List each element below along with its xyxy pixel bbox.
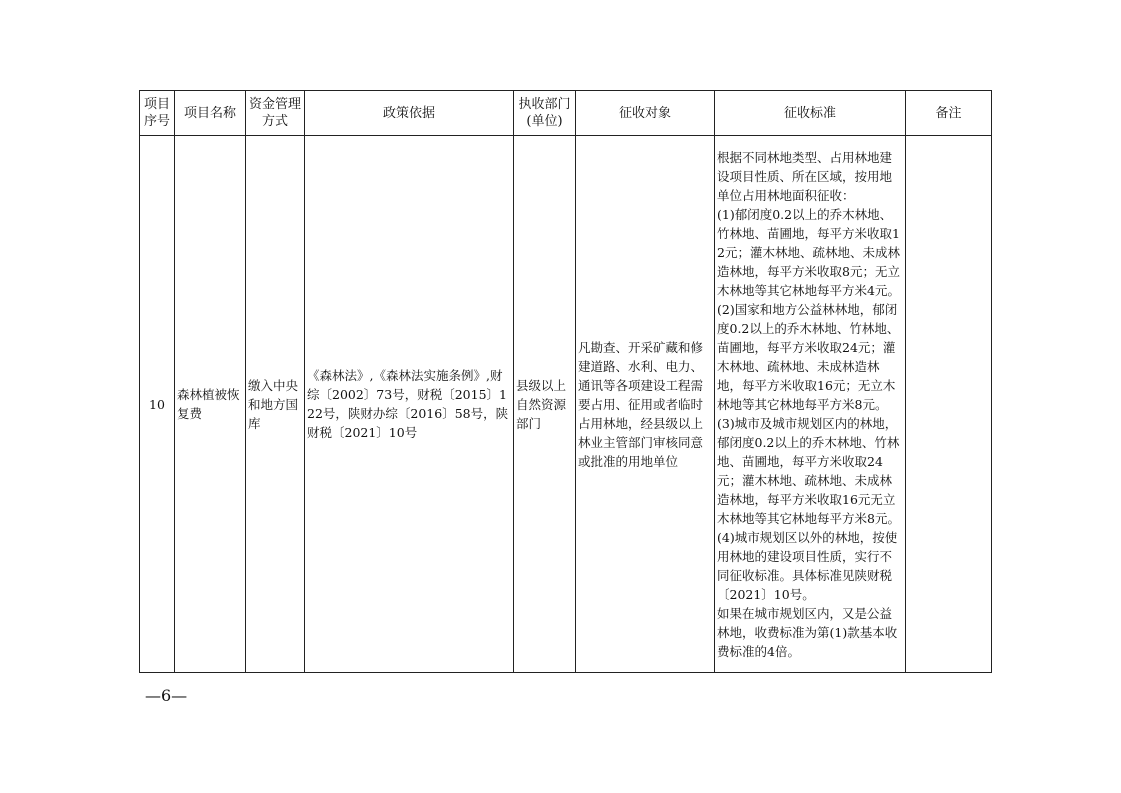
- fee-table: [139, 90, 992, 673]
- header-remark: 备注: [906, 91, 992, 136]
- header-standard: 征收标准: [715, 91, 906, 136]
- header-fund-mgmt: 资金管理方式: [246, 91, 305, 136]
- standard-item-4: (4)城市规划区以外的林地，按使用林地的建设项目性质，实行不同征收标准。具体标准见陕财税〔2021〕10号。: [717, 529, 898, 602]
- header-row: [140, 91, 992, 136]
- table-row: [140, 136, 992, 673]
- header-policy: 政策依据: [305, 91, 514, 136]
- header-name: 项目名称: [175, 91, 246, 136]
- page-number: —6—: [145, 686, 188, 705]
- cell-policy: 《森林法》,《森林法实施条例》,财综〔2002〕73号，财税〔2015〕122号，陕财办综〔2016〕58号，陕财税〔2021〕10号: [305, 136, 514, 673]
- cell-remark: [906, 136, 992, 673]
- cell-seq: 10: [140, 136, 175, 673]
- cell-object: 凡勘查、开采矿藏和修建道路、水利、电力、通讯等各项建设工程需要占用、征用或者临时占用林地，经县级以上林业主管部门审核同意或批准的用地单位: [576, 136, 715, 673]
- standard-intro: 根据不同林地类型、占用林地建设项目性质、所在区域，按用地单位占用林地面积征收：: [717, 149, 893, 203]
- header-seq: 项目序号: [140, 91, 175, 136]
- header-dept: 执收部门(单位): [514, 91, 576, 136]
- standard-note: 如果在城市规划区内，又是公益林地，收费标准为第(1)款基本收费标准的4倍。: [717, 605, 898, 659]
- cell-standard: [715, 136, 906, 673]
- cell-dept: 县级以上自然资源部门: [514, 136, 576, 673]
- standard-item-3: (3)城市及城市规划区内的林地，郁闭度0.2以上的乔木林地、竹林地、苗圃地，每平方米收取24元；灌木林地、疏林地、未成林造林地，每平方米收取16元无立木林地等其它林地每平方米8元。: [717, 415, 900, 526]
- standard-item-1: (1)郁闭度0.2以上的乔木林地、竹林地、苗圃地，每平方米收取12元；灌木林地、疏林地、未成林造林地，每平方米收取8元；无立木林地等其它林地每平方米4元。: [717, 206, 900, 298]
- header-object: 征收对象: [576, 91, 715, 136]
- standard-item-2: (2)国家和地方公益林林地，郁闭度0.2以上的乔木林地、竹林地、苗圃地，每平方米收取24元；灌木林地、疏林地、未成林造林地，每平方米收取16元；无立木林地等其它林地每平方米8元。: [717, 301, 900, 412]
- cell-name: 森林植被恢复费: [175, 136, 246, 673]
- cell-fund-mgmt: 缴入中央和地方国库: [246, 136, 305, 673]
